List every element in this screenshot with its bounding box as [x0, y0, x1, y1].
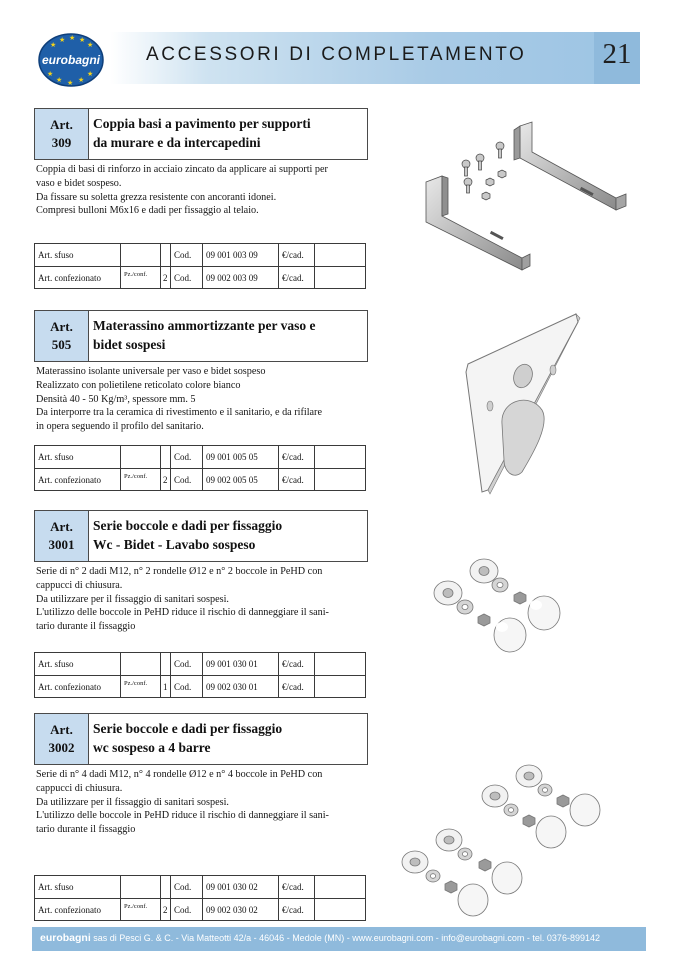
unit-label: €/cad.	[279, 676, 315, 698]
pz-label	[121, 244, 161, 266]
pz-label: Pz./conf.	[121, 676, 161, 698]
table-row	[35, 876, 365, 898]
price-field	[315, 469, 365, 491]
bushings-set-4-illustration	[395, 762, 615, 922]
cod-label: Cod.	[171, 446, 203, 468]
art-label: Art.	[50, 319, 73, 334]
article-number-cell	[35, 714, 89, 764]
svg-text:eurobagni: eurobagni	[41, 53, 101, 67]
title-line: wc sospeso a 4 barre	[93, 740, 211, 755]
svg-text:★: ★	[47, 70, 54, 78]
footer-address: sas di Pesci G. & C. - Via Matteotti 42/a - 46046 - Medole (MN) - www.eurobagni.com - info@eurobagni.com - tel. 0376-899142	[90, 933, 600, 943]
page-title: ACCESSORI DI COMPLETAMENTO	[146, 44, 527, 65]
pz-value	[161, 244, 171, 266]
desc-line: Coppia di basi di rinforzo in acciaio zincato da applicare ai supporti per	[36, 164, 328, 175]
svg-text:★: ★	[56, 76, 63, 84]
unit-label: €/cad.	[279, 876, 315, 898]
footer-contact	[40, 932, 600, 944]
svg-text:★: ★	[79, 36, 86, 44]
desc-line: Da interporre tra la ceramica di rivestimento e il sanitario, e da rifilare	[36, 407, 322, 419]
article-3002-description	[36, 768, 368, 837]
art-label: Art.	[50, 722, 73, 737]
price-field	[315, 267, 365, 289]
price-field	[315, 876, 365, 898]
pz-value	[161, 876, 171, 898]
article-title	[93, 516, 363, 554]
footer-brand: eurobagni	[40, 932, 91, 944]
row-name: Art. sfuso	[35, 446, 121, 468]
svg-text:★: ★	[87, 41, 94, 49]
desc-line: Materassino isolante universale per vaso e bidet sospeso	[36, 366, 266, 377]
code-value: 09 001 030 02	[203, 876, 279, 898]
price-field	[315, 653, 365, 675]
title-line: Serie boccole e dadi per fissaggio	[93, 721, 283, 736]
svg-text:★: ★	[87, 70, 94, 78]
price-field	[315, 446, 365, 468]
pz-value: 2	[161, 469, 171, 491]
article-title	[93, 316, 363, 354]
table-row	[35, 675, 365, 698]
article-number-cell	[35, 311, 89, 361]
desc-line: Compresi bulloni M6x16 e dadi per fissaggio al telaio.	[36, 205, 259, 217]
title-line: Wc - Bidet - Lavabo sospeso	[93, 537, 256, 552]
sound-insulation-mat-illustration	[460, 312, 585, 497]
floor-brackets-illustration	[420, 112, 630, 272]
title-line: Coppia basi a pavimento per supporti	[93, 116, 311, 131]
pz-label	[121, 876, 161, 898]
art-number: 309	[51, 135, 72, 150]
svg-text:★: ★	[69, 34, 76, 42]
article-309-description	[36, 163, 368, 218]
pz-label: Pz./conf.	[121, 267, 161, 289]
desc-line: L'utilizzo delle boccole in PeHD riduce il rischio di danneggiare il sani-	[36, 810, 329, 822]
art-number: 3002	[48, 740, 75, 755]
code-value: 09 001 030 01	[203, 653, 279, 675]
row-name: Art. confezionato	[35, 899, 121, 921]
title-line: Serie boccole e dadi per fissaggio	[93, 518, 283, 533]
article-title	[93, 719, 363, 757]
table-row	[35, 244, 365, 266]
article-3001-codes-table	[34, 652, 366, 698]
desc-line: tario durante il fissaggio	[36, 824, 136, 836]
cod-label: Cod.	[171, 244, 203, 266]
article-3001-description	[36, 565, 368, 634]
unit-label: €/cad.	[279, 446, 315, 468]
unit-label: €/cad.	[279, 899, 315, 921]
table-row	[35, 266, 365, 289]
desc-line: Realizzato con polietilene reticolato colore bianco	[36, 379, 241, 391]
pz-value: 2	[161, 899, 171, 921]
row-name: Art. confezionato	[35, 469, 121, 491]
bushings-set-2-illustration	[420, 555, 580, 655]
desc-line: L'utilizzo delle boccole in PeHD riduce il rischio di danneggiare il sani-	[36, 607, 329, 619]
article-number-cell	[35, 511, 89, 561]
unit-label: €/cad.	[279, 244, 315, 266]
art-label: Art.	[50, 519, 73, 534]
article-3002-codes-table	[34, 875, 366, 921]
svg-text:★: ★	[59, 36, 66, 44]
table-row	[35, 898, 365, 921]
pz-label	[121, 653, 161, 675]
cod-label: Cod.	[171, 676, 203, 698]
code-value: 09 002 003 09	[203, 267, 279, 289]
cod-label: Cod.	[171, 469, 203, 491]
article-505-codes-table	[34, 445, 366, 491]
row-name: Art. sfuso	[35, 244, 121, 266]
desc-line: cappucci di chiusura.	[36, 579, 123, 591]
desc-line: Densità 40 - 50 Kg/m³, spessore mm. 5	[36, 393, 196, 405]
article-number-cell	[35, 109, 89, 159]
desc-line: Da utilizzare per il fissaggio di sanitari sospesi.	[36, 593, 229, 605]
pz-value: 2	[161, 267, 171, 289]
row-name: Art. sfuso	[35, 876, 121, 898]
code-value: 09 001 003 09	[203, 244, 279, 266]
desc-line: tario durante il fissaggio	[36, 621, 136, 633]
code-value: 09 002 030 02	[203, 899, 279, 921]
unit-label: €/cad.	[279, 653, 315, 675]
article-3001-header	[34, 510, 368, 562]
price-field	[315, 244, 365, 266]
desc-line: Serie di n° 4 dadi M12, n° 4 rondelle Ø12 e n° 4 boccole in PeHD con	[36, 769, 323, 780]
pz-value	[161, 653, 171, 675]
title-line: bidet sospesi	[93, 337, 166, 352]
art-number: 3001	[48, 537, 75, 552]
desc-line: Da utilizzare per il fissaggio di sanitari sospesi.	[36, 796, 229, 808]
unit-label: €/cad.	[279, 267, 315, 289]
title-line: da murare e da intercapedini	[93, 135, 261, 150]
pz-value: 1	[161, 676, 171, 698]
desc-line: in opera seguendo il profilo del sanitario.	[36, 421, 204, 433]
unit-label: €/cad.	[279, 469, 315, 491]
cod-label: Cod.	[171, 899, 203, 921]
article-309-header	[34, 108, 368, 160]
price-field	[315, 899, 365, 921]
desc-line: vaso e bidet sospeso.	[36, 177, 122, 189]
cod-label: Cod.	[171, 267, 203, 289]
article-title	[93, 114, 363, 152]
svg-text:★: ★	[78, 76, 85, 84]
article-505-description	[36, 365, 368, 434]
table-row	[35, 446, 365, 468]
desc-line: Da fissare su soletta grezza resistente con ancoranti idonei.	[36, 191, 277, 203]
desc-line: Serie di n° 2 dadi M12, n° 2 rondelle Ø12 e n° 2 boccole in PeHD con	[36, 566, 323, 577]
svg-text:★: ★	[67, 79, 74, 87]
pz-value	[161, 446, 171, 468]
article-505-header	[34, 310, 368, 362]
row-name: Art. sfuso	[35, 653, 121, 675]
title-line: Materassino ammortizzante per vaso e	[93, 318, 316, 333]
eurobagni-logo	[36, 32, 106, 88]
price-field	[315, 676, 365, 698]
cod-label: Cod.	[171, 653, 203, 675]
page-number: 21	[602, 38, 632, 70]
pz-label: Pz./conf.	[121, 899, 161, 921]
table-row	[35, 653, 365, 675]
code-value: 09 002 030 01	[203, 676, 279, 698]
pz-label: Pz./conf.	[121, 469, 161, 491]
code-value: 09 001 005 05	[203, 446, 279, 468]
art-number: 505	[51, 337, 72, 352]
art-label: Art.	[50, 117, 73, 132]
row-name: Art. confezionato	[35, 676, 121, 698]
code-value: 09 002 005 05	[203, 469, 279, 491]
svg-text:★: ★	[50, 41, 57, 49]
row-name: Art. confezionato	[35, 267, 121, 289]
cod-label: Cod.	[171, 876, 203, 898]
table-row	[35, 468, 365, 491]
pz-label	[121, 446, 161, 468]
article-3002-header	[34, 713, 368, 765]
article-309-codes-table	[34, 243, 366, 289]
desc-line: cappucci di chiusura.	[36, 782, 123, 794]
